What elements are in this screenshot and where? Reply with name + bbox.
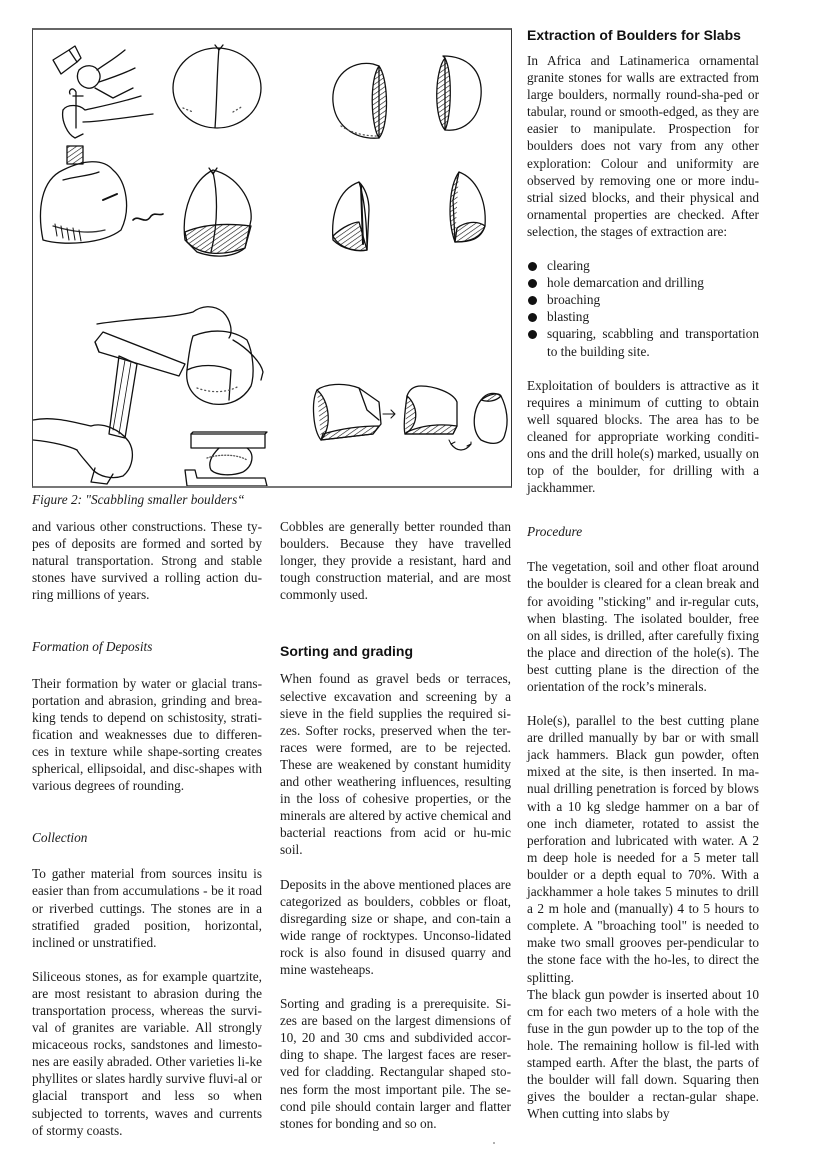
right-column [527, 26, 759, 1122]
heading-procedure: Procedure [527, 524, 583, 540]
paragraph-procedure-3: The black gun powder is inserted about 10 cm for each two meters of a hole with the fuse in the gun powder up to the top of the hole. The remaining hollow is fil-led with stamped earth. After the blast, the parts of the boulder will fall down. Squaring then gives the boulder a rectan-gular shape. When cutting into slabs by [527, 986, 759, 1122]
heading-sorting-and-grading: Sorting and grading [280, 643, 413, 660]
paragraph-formation: Their formation by water or glacial trans-portation and abrasion, grinding and brea-king tends to depend on schistosity, strati-fication and weaknesses due to differen-ces in texture while shape-sorting creates spherical, ellipsoidal, and disc-shapes with various degrees of rounding. [32, 675, 262, 794]
heading-extraction-of-boulders: Extraction of Boulders for Slabs [527, 27, 741, 43]
half-boulder-left [333, 63, 387, 138]
paragraph-sorting-2: Deposits in the above mentioned places are categorized as boulders, cobbles or float, disregarding size or shape, and con-tain a wide range of rocktypes. Unconso-lidated rock is also found in disused quarry and mine wasteheaps. [280, 876, 511, 977]
heading-formation-of-deposits: Formation of Deposits [32, 639, 153, 655]
left-column [32, 518, 262, 1139]
figure-caption: Figure 2: "Scabbling smaller boulders“ [32, 492, 245, 507]
stone-between-blocks [185, 432, 267, 486]
list-item-stage: broaching [527, 291, 759, 308]
quarter-piece-right [450, 172, 485, 242]
paragraph-sorting-3: Sorting and grading is a prerequisite. Si-zes are based on the largest dimensions of 10, 20 and 30 cms and subdivided accor-ding to shape. The largest faces are reser-ved for cladding. Rectangular shaped sto-nes form the most important pile. The se-cond pile should contain larger and flatter stones for bonding and so on. [280, 996, 511, 1131]
scan-speck [493, 1142, 495, 1144]
extraction-stages-list [527, 257, 759, 360]
quarter-split-boulder [184, 168, 251, 256]
paragraph-procedure-1: The vegetation, soil and other float around the boulder is cleared for a clean break and for avoiding "sticking" and ir-regular cuts, when blasting. The isolated boulder, free on all sides, is drilled, after carefully fixing the place and direction of the hole(s). The best cutting plane is the direction of the orientation of the rock’s minerals. [527, 559, 759, 694]
stone-chip-mark [133, 214, 163, 220]
quarter-piece-left [333, 182, 369, 251]
paragraph-sorting-1: When found as gravel beds or terraces, selective excavation and screening by a sieve in the field supplies the required si-zes. Softer rocks, preserved when the ter-races were formed, are to be rejected. These are weakened by constant humidity and other weathering influences, resulting in the loss of cohesive properties, or the minerals are altered by active chemical and bacterial reactions from acid or hu-mic soil. [280, 671, 511, 858]
hammer-scabbling-illustration [33, 307, 263, 484]
figure-scabbling-boulders [32, 28, 512, 488]
hand-drilling-illustration [40, 46, 153, 243]
paragraph-collection: To gather material from sources insitu is easier than from accumulations - be it road or riverbed cuttings. The stones are in a stratified graded position, horizontal, inclined or unstratified. [32, 866, 262, 950]
list-item-stage: hole demarcation and drilling [527, 274, 759, 291]
heading-collection: Collection [32, 830, 88, 846]
list-item-stage: clearing [527, 257, 759, 274]
squaring-sequence [314, 384, 508, 450]
round-boulder-split-line [173, 45, 261, 128]
list-item-stage: blasting [527, 308, 759, 325]
half-boulder-right [437, 56, 481, 130]
paragraph-siliceous: Siliceous stones, as for example quartzite, are most resistant to abrasion during the transportation process, whereas the survi-val of granites are variable. All strongly micaceous rocks, sandstones and limesto-nes are easily abraded. Other varieties li-ke phyllites or slates hardly survive fluvi-al or glacial transport and less so when subjected to torrents, waves and currents of stormy coasts. [32, 968, 263, 1138]
paragraph-procedure-2: Hole(s), parallel to the best cutting plane are drilled manually by bar or with small jack hammers. Black gun powder, often mixed at the site, is then inserted. In ma-nual drilling penetration is forced by blows with a 10 kg sledge hammer on a bar of one inch diameter, rotated to assist the perforation and lubricated with water. A 2 m deep hole is needed for a 5 meter tall boulder or a depth equal to 70%. With a jackhammer a hole takes 5 minutes to drill a 2 m hole and (manually) 4 to 5 hours to complete. A "broaching tool" is needed to make two small grooves per-pendicular to the stone face with the ho-les, to direct the splitting. [527, 713, 759, 985]
paragraph-deposits-intro: and various other constructions. These ty-pes of deposits are formed and sorted by natural transportation. Strong and stable stones have survived a rolling action du-ring millions of years. [32, 519, 262, 603]
middle-column [280, 518, 511, 1132]
paragraph-cobbles: Cobbles are generally better rounded than boulders. Because they have travelled longer, they provide a resistant, hard and tough construction material, and are most commonly used. [280, 519, 511, 603]
list-item-stage: squaring, scabbling and transportation to the building site. [527, 325, 759, 359]
paragraph-extraction-intro: In Africa and Latinamerica ornamental granite stones for walls are extracted from large boulders, normally round-sha-ped or tabular, round or smooth-edged, as they are easier to manipulate. Prospection for boulders does not vary from any other exploration: Colour and uniformity are observed by removing one or more indu-strial sized blocks, and their physical and ornamental properties are checked. After selection, the stages of extraction are: [527, 53, 759, 239]
paragraph-exploitation: Exploitation of boulders is attractive as it requires a minimum of cutting to obtain well squared blocks. The area has to be cleaned for appropriate working conditi-ons and the drill hole(s) marked, usually on top of the boulder, for drilling with a jackhammer. [527, 377, 759, 496]
